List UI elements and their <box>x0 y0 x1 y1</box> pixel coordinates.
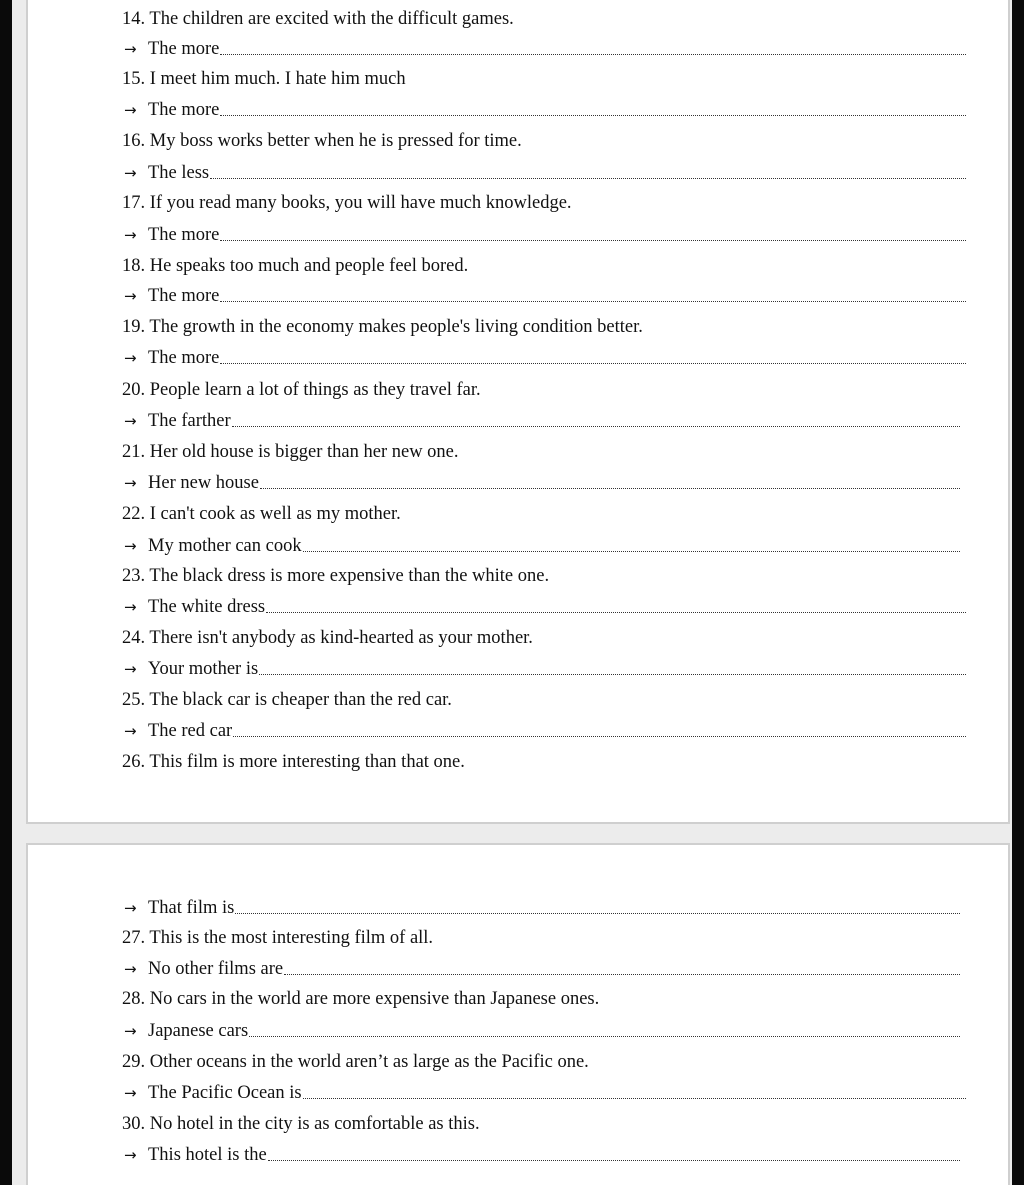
exercise-text: My boss works better when he is pressed for time. <box>149 131 522 151</box>
answer-dotted-line <box>259 673 966 675</box>
exercise-number: 19. <box>122 317 146 337</box>
answer-dotted-line <box>220 239 966 241</box>
exercise-28-answer <box>124 1020 960 1042</box>
answer-prompt: The less <box>148 163 210 183</box>
answer-dotted-line <box>220 53 966 55</box>
exercise-21-answer <box>124 472 960 494</box>
arrow-icon: → <box>124 1084 137 1102</box>
exercise-text: If you read many books, you will have much knowledge. <box>149 193 572 213</box>
answer-prompt: Your mother is <box>148 659 259 679</box>
arrow-icon: → <box>124 226 137 244</box>
exercise-17-answer <box>124 224 966 246</box>
answer-prompt: The more <box>148 286 220 306</box>
answer-dotted-line <box>235 912 960 914</box>
exercise-text: I can't cook as well as my mother. <box>149 504 401 524</box>
exercise-15-answer <box>124 99 966 121</box>
exercise-19-sentence <box>122 316 643 338</box>
answer-prompt: The farther <box>148 411 231 431</box>
exercise-number: 28. <box>122 989 146 1009</box>
exercise-number: 22. <box>122 504 146 524</box>
exercise-30-sentence <box>122 1113 480 1135</box>
arrow-icon: → <box>124 722 137 740</box>
arrow-icon: → <box>124 164 137 182</box>
exercise-number: 20. <box>122 380 146 400</box>
exercise-19-answer <box>124 347 966 369</box>
exercise-14-sentence <box>122 8 514 30</box>
answer-dotted-line <box>260 487 960 489</box>
exercise-24-answer <box>124 658 966 680</box>
exercise-text: I meet him much. I hate him much <box>149 69 406 89</box>
exercise-number: 29. <box>122 1052 146 1072</box>
arrow-icon: → <box>124 287 137 305</box>
exercise-16-answer <box>124 162 966 184</box>
exercise-text: The growth in the economy makes people's living condition better. <box>149 317 643 337</box>
answer-dotted-line <box>303 550 960 552</box>
exercise-text: No hotel in the city is as comfortable as this. <box>149 1114 480 1134</box>
answer-prompt: The Pacific Ocean is <box>148 1083 302 1103</box>
exercise-14-answer <box>124 38 966 60</box>
arrow-icon: → <box>124 1022 137 1040</box>
exercise-text: People learn a lot of things as they travel far. <box>149 380 481 400</box>
answer-prompt: The red car <box>148 721 233 741</box>
exercise-27-answer <box>124 958 960 980</box>
arrow-icon: → <box>124 412 137 430</box>
exercise-text: The black car is cheaper than the red car. <box>149 690 452 710</box>
arrow-icon: → <box>124 598 137 616</box>
exercise-number: 17. <box>122 193 146 213</box>
arrow-icon: → <box>124 899 137 917</box>
exercise-27-sentence <box>122 927 433 949</box>
exercise-20-answer <box>124 410 960 432</box>
document-page-1 <box>26 0 1010 824</box>
arrow-icon: → <box>124 349 137 367</box>
exercise-number: 30. <box>122 1114 146 1134</box>
exercise-26-sentence <box>122 751 465 773</box>
answer-prompt: Japanese cars <box>148 1021 249 1041</box>
answer-prompt: The more <box>148 225 220 245</box>
exercise-29-sentence <box>122 1051 589 1073</box>
answer-prompt: The white dress <box>148 597 266 617</box>
exercise-text: This is the most interesting film of all. <box>149 928 434 948</box>
exercise-22-sentence <box>122 503 401 525</box>
exercise-text: The black dress is more expensive than the white one. <box>149 566 550 586</box>
exercise-number: 16. <box>122 131 146 151</box>
exercise-17-sentence <box>122 192 572 214</box>
answer-prompt: The more <box>148 39 220 59</box>
exercise-18-sentence <box>122 255 468 277</box>
exercise-number: 26. <box>122 752 146 772</box>
answer-dotted-line <box>220 114 966 116</box>
exercise-number: 25. <box>122 690 146 710</box>
answer-dotted-line <box>268 1159 960 1161</box>
document-page-2 <box>26 843 1010 1185</box>
exercise-23-answer <box>124 596 966 618</box>
answer-prompt: My mother can cook <box>148 536 302 556</box>
exercise-16-sentence <box>122 130 522 152</box>
exercise-20-sentence <box>122 379 481 401</box>
arrow-icon: → <box>124 101 137 119</box>
answer-prompt: This hotel is the <box>148 1145 267 1165</box>
exercise-21-sentence <box>122 441 459 463</box>
exercise-26-answer <box>124 897 960 919</box>
arrow-icon: → <box>124 660 137 678</box>
answer-prompt: The more <box>148 100 220 120</box>
answer-prompt: No other films are <box>148 959 284 979</box>
exercise-text: No cars in the world are more expensive than Japanese ones. <box>149 989 600 1009</box>
answer-dotted-line <box>210 177 966 179</box>
exercise-30-answer <box>124 1144 960 1166</box>
exercise-number: 27. <box>122 928 146 948</box>
exercise-number: 21. <box>122 442 146 462</box>
exercise-text: The children are excited with the difficult games. <box>149 9 514 29</box>
arrow-icon: → <box>124 960 137 978</box>
answer-prompt: The more <box>148 348 220 368</box>
exercise-text: This film is more interesting than that one. <box>149 752 465 772</box>
right-border <box>1012 0 1024 1185</box>
left-border <box>0 0 12 1185</box>
exercise-22-answer <box>124 535 960 557</box>
exercise-24-sentence <box>122 627 533 649</box>
exercise-15-sentence <box>122 68 406 90</box>
answer-dotted-line <box>220 300 966 302</box>
exercise-number: 15. <box>122 69 146 89</box>
exercise-text: Other oceans in the world aren’t as large as the Pacific one. <box>149 1052 589 1072</box>
exercise-text: There isn't anybody as kind-hearted as your mother. <box>149 628 533 648</box>
arrow-icon: → <box>124 40 137 58</box>
exercise-23-sentence <box>122 565 549 587</box>
answer-prompt: That film is <box>148 898 235 918</box>
answer-dotted-line <box>233 735 966 737</box>
answer-dotted-line <box>284 973 960 975</box>
exercise-18-answer <box>124 285 966 307</box>
answer-dotted-line <box>303 1097 966 1099</box>
arrow-icon: → <box>124 474 137 492</box>
exercise-29-answer <box>124 1082 966 1104</box>
answer-dotted-line <box>249 1035 960 1037</box>
answer-dotted-line <box>220 362 966 364</box>
exercise-text: He speaks too much and people feel bored. <box>149 256 469 276</box>
exercise-number: 14. <box>122 9 146 29</box>
answer-prompt: Her new house <box>148 473 259 493</box>
arrow-icon: → <box>124 1146 137 1164</box>
arrow-icon: → <box>124 537 137 555</box>
exercise-text: Her old house is bigger than her new one. <box>149 442 459 462</box>
exercise-28-sentence <box>122 988 599 1010</box>
exercise-number: 24. <box>122 628 146 648</box>
answer-dotted-line <box>266 611 966 613</box>
exercise-number: 23. <box>122 566 146 586</box>
exercise-25-answer <box>124 720 966 742</box>
exercise-25-sentence <box>122 689 452 711</box>
answer-dotted-line <box>232 425 960 427</box>
exercise-number: 18. <box>122 256 146 276</box>
